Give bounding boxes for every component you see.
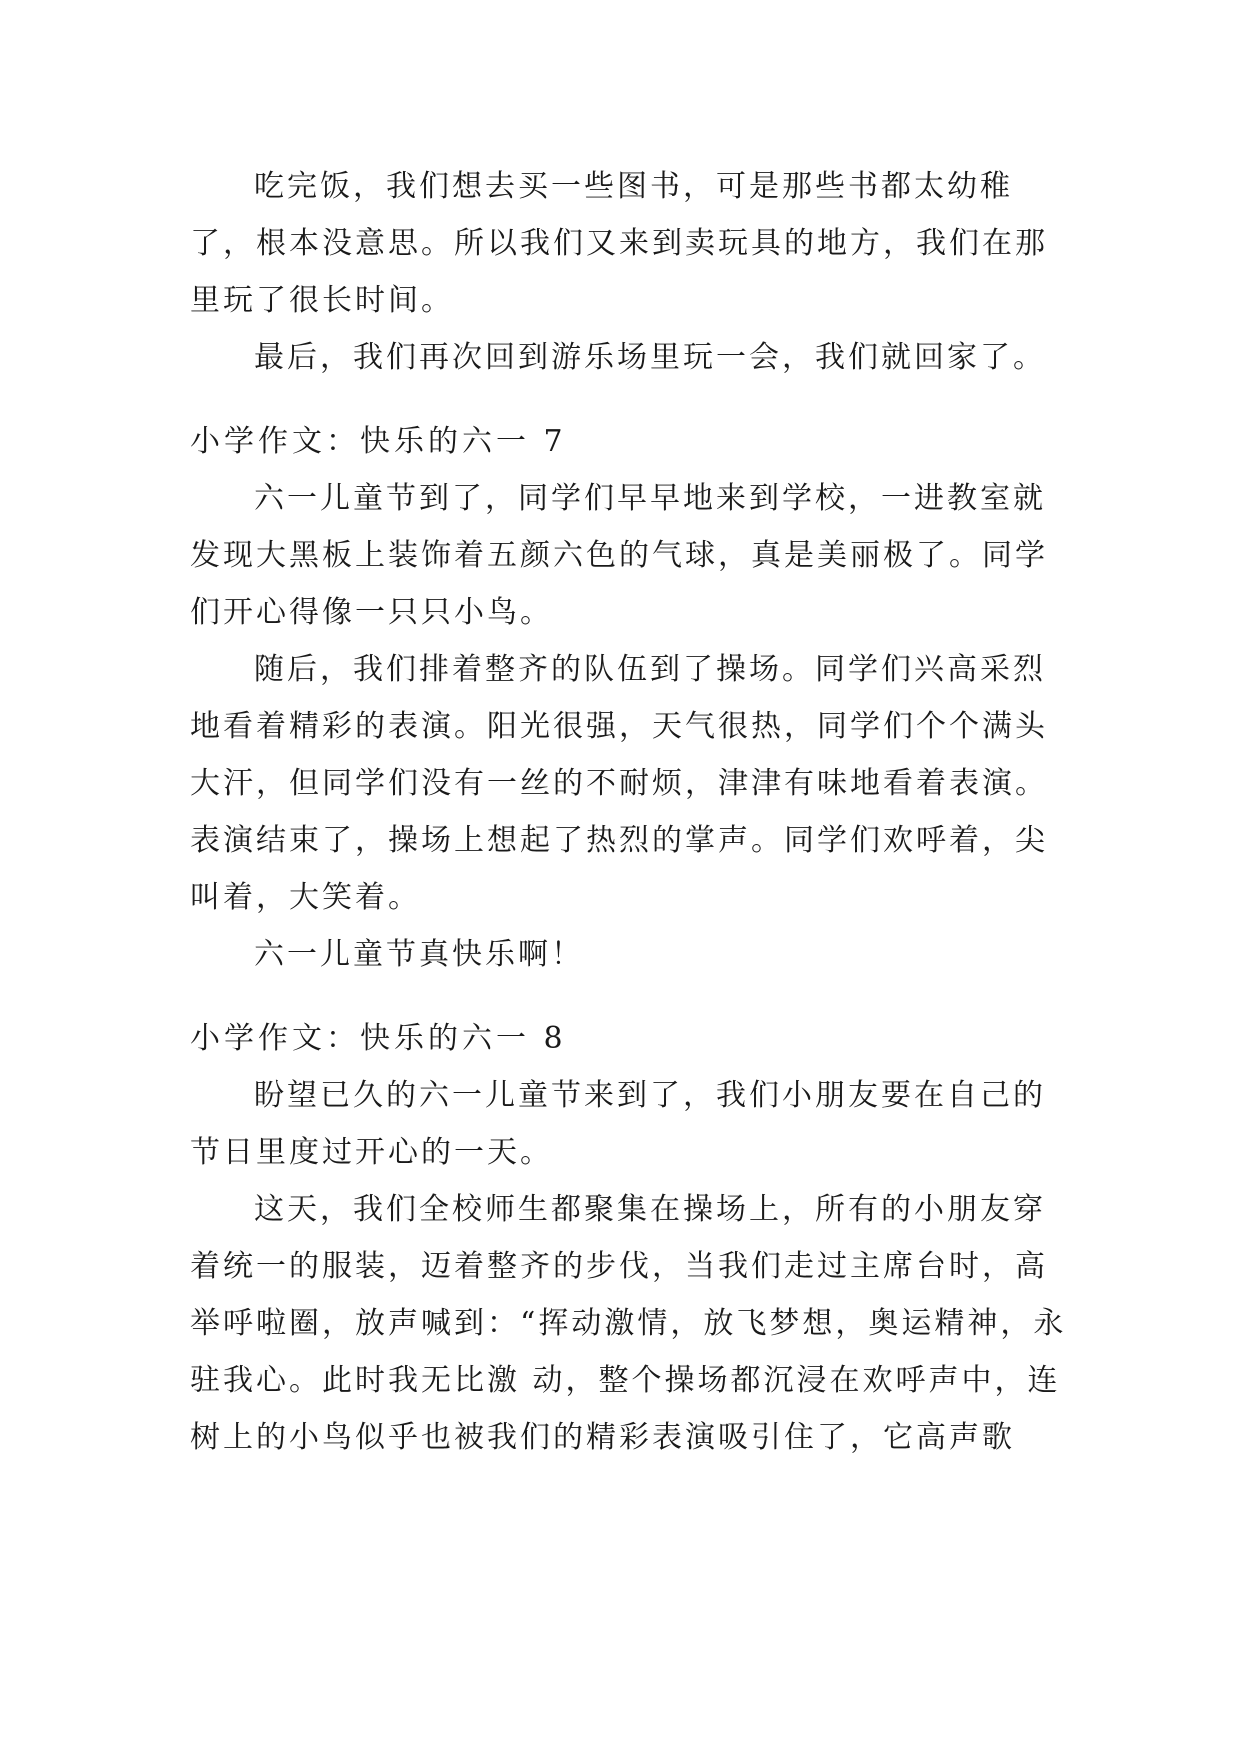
paragraph: 最后，我们再次回到游乐场里玩一会，我们就回家了。 xyxy=(254,340,1046,375)
paragraph: 盼望已久的六一儿童节来到了，我们小朋友要在自己的节日里度过开心的一天。 xyxy=(190,1078,1046,1170)
paragraph: 六一儿童节真快乐啊！ xyxy=(254,937,584,972)
spacer xyxy=(190,386,1070,413)
paragraph: 随后，我们排着整齐的队伍到了操场。同学们兴高采烈地看着精彩的表演。阳光很强，天气很热，同学们个个满头大汗，但同学们没有一丝的不耐烦，津津有味地看着表演。表演结束了，操场上想起了热烈的掌声。同学们欢呼着，尖叫着，大笑着。 xyxy=(190,652,1048,915)
section-title: 小学作文：快乐的六一 8 xyxy=(190,1021,567,1056)
section-title: 小学作文：快乐的六一 7 xyxy=(190,424,567,459)
paragraph: 这天，我们全校师生都聚集在操场上，所有的小朋友穿着统一的服装，迈着整齐的步伐，当我们走过主席台时，高举呼啦圈，放声喊到：“挥动激情，放飞梦想，奥运精神，永驻我心。此时我无比激 动，整个操场都沉浸在欢呼声中，连树上的小鸟似乎也被我们的精彩表演吸引住了，它高声歌 xyxy=(190,1192,1067,1455)
document-body xyxy=(190,158,1070,1466)
spacer xyxy=(190,983,1070,1010)
paragraph: 六一儿童节到了，同学们早早地来到学校，一进教室就发现大黑板上装饰着五颜六色的气球，真是美丽极了。同学们开心得像一只只小鸟。 xyxy=(190,481,1048,630)
paragraph: 吃完饭，我们想去买一些图书，可是那些书都太幼稚了，根本没意思。所以我们又来到卖玩具的地方，我们在那里玩了很长时间。 xyxy=(190,169,1048,318)
